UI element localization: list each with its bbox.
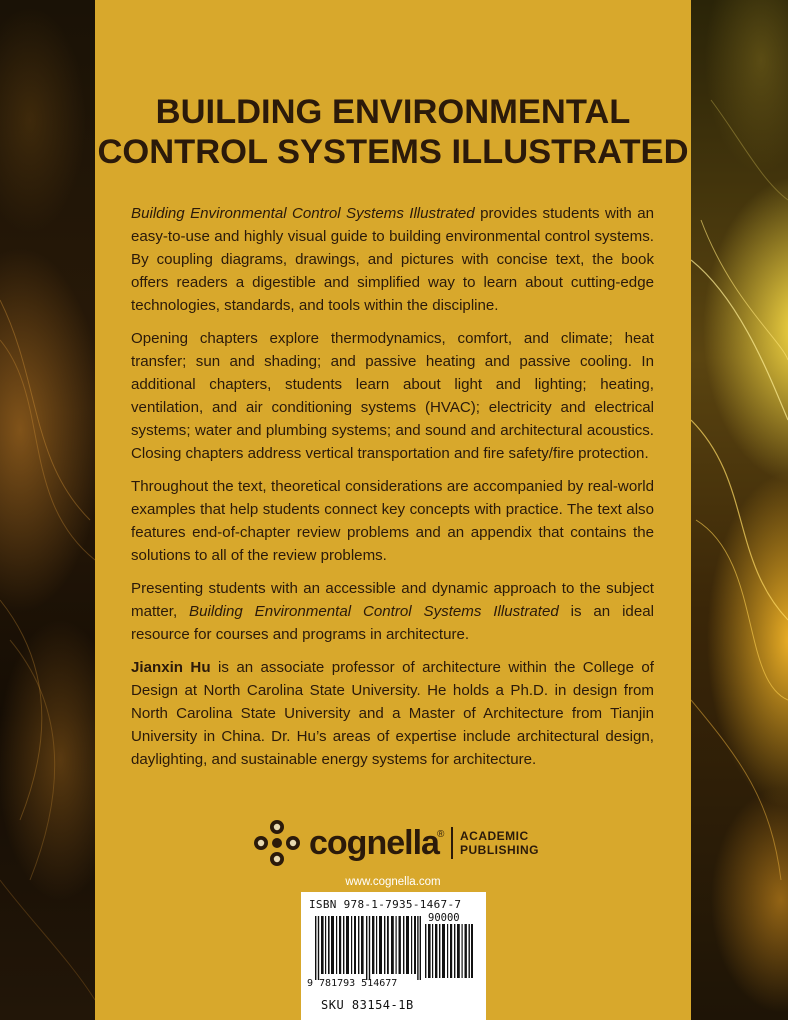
ean-digits: 9 781793 514677 [307,978,398,989]
right-background-abstract [691,0,788,1020]
left-light-streaks [0,0,95,1020]
description-text [131,202,654,781]
paragraph-examples: Throughout the text, theoretical considerations are accompanied by real-world examples that help students connect key concepts with practice. The text also features end-of-chapter review problems and an appendix that contains the solutions to all of the review problems. [131,478,654,564]
paragraph-intro [131,202,654,317]
book-title-italic: Building Environmental Control Systems Illustrated [131,205,475,222]
publisher-wordmark: cognella [309,824,439,862]
isbn-number: ISBN 978-1-7935-1467-7 [309,898,462,911]
publisher-subtitle-line-2: PUBLISHING [460,843,540,857]
left-background-abstract [0,0,95,1020]
paragraph-author [131,656,654,771]
author-name: Jianxin Hu [131,659,211,676]
publisher-url: www.cognella.com [345,876,441,888]
publisher-subtitle-line-1: ACADEMIC [460,829,529,843]
right-light-streaks [691,0,788,1020]
logo-divider [451,827,453,859]
book-title [95,92,691,172]
addon-barcode-icon [425,924,473,978]
paragraph-resource-start: Presenting students with an accessible and dynamic approach to the subject matter, [131,580,654,620]
paragraph-chapters: Opening chapters explore thermodynamics, comfort, and climate; heat transfer; sun and shading; and passive heating and passive cooling. In additional chapters, students learn about light and lighting; heating, ventilation, and air conditioning systems (HVAC); electricity and electrical systems; water and plumbing systems; and sound and architectural acoustics. Closing chapters address vertical transportation and fire safety/fire protection. [131,330,654,462]
price-code: 90000 [428,912,460,924]
title-line-1: BUILDING ENVIRONMENTAL [155,93,631,131]
cover-panel [95,0,691,1020]
title-line-2: CONTROL SYSTEMS ILLUSTRATED [97,133,689,171]
ean-barcode-icon [315,916,421,980]
book-title-italic-2: Building Environmental Control Systems Illustrated [189,603,559,620]
paragraph-resource-end: is an ideal resource for courses and programs in architecture. [131,603,654,643]
trademark-symbol: ® [437,829,445,840]
cognella-flower-icon [251,817,303,869]
author-bio: is an associate professor of architecture within the College of Design at North Carolina State University. He holds a Ph.D. in design from North Carolina State University and a Master of Architecture from Tianjin University in China. Dr. Hu’s areas of expertise include architectural design, daylighting, and sustainable energy systems for architecture. [131,659,654,768]
paragraph-resource [131,577,654,646]
sku-number: SKU 83154-1B [321,998,414,1012]
barcode-label [301,892,486,1020]
publisher-logo [251,817,551,869]
publisher-subtitle [460,829,539,857]
paragraph-intro-text: provides students with an easy-to-use and highly visual guide to building environmental control systems. By coupling diagrams, drawings, and pictures with concise text, the book offers readers a digestible and simplified way to learn about cutting-edge technologies, standards, and tools within the discipline. [131,205,654,314]
